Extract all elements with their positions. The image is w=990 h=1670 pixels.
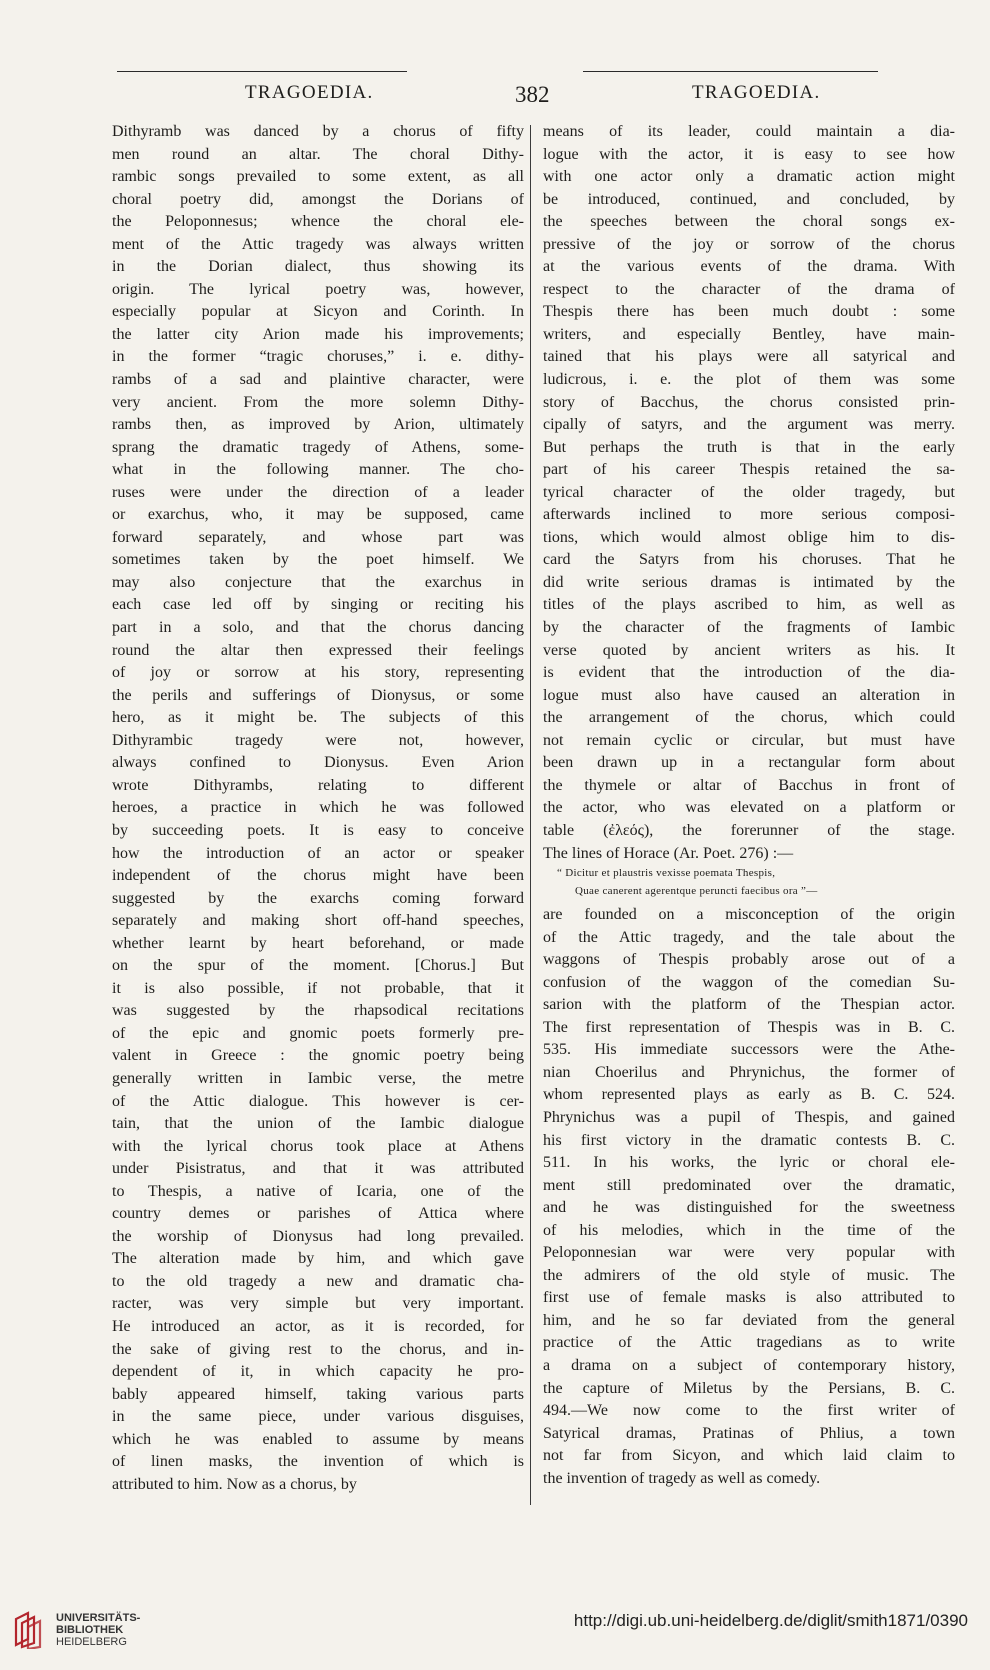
text-line: or exarchus, who, it may be supposed, came [112, 506, 524, 524]
text-line: ludicrous, i. e. the plot of them was some [543, 371, 955, 389]
text-line: very ancient. From the more solemn Dithy- [112, 393, 524, 411]
text-line: The alteration made by him, and which gave [112, 1250, 524, 1268]
left-column [112, 121, 524, 1496]
text-line: 535. His immediate successors were the Athe- [543, 1041, 955, 1059]
text-line: 511. In his works, the lyric or choral ele- [543, 1154, 955, 1172]
text-line: of the epic and gnomic poets formerly pre- [112, 1024, 524, 1042]
text-line: may also conjecture that the exarchus in [112, 573, 524, 591]
library-name-line1: UNIVERSITÄTS- [56, 1612, 141, 1624]
text-line: the worship of Dionysus had long prevailed. [112, 1227, 524, 1245]
text-line: been drawn up in a rectangular form about [543, 754, 955, 772]
text-line: Peloponnesian war were very popular with [543, 1244, 955, 1262]
text-line: not remain cyclic or circular, but must have [543, 731, 955, 749]
text-line: part in a solo, and that the chorus dancing [112, 619, 524, 637]
text-line: pressive of the joy or sorrow of the chorus [543, 235, 955, 253]
text-line: of linen masks, the invention of which is [112, 1453, 524, 1471]
text-line: nian Choerilus and Phrynichus, the former of [543, 1063, 955, 1081]
library-name-line3: HEIDELBERG [56, 1636, 127, 1648]
text-line: card the Satyrs from his choruses. That he [543, 551, 955, 569]
text-line: afterwards inclined to more serious composi- [543, 506, 955, 524]
text-line: under Pisistratus, and that it was attributed [112, 1160, 524, 1178]
text-line: He introduced an actor, as it is recorded, for [112, 1317, 524, 1335]
text-line: him, and he so far deviated from the general [543, 1311, 955, 1329]
text-line: rambic songs prevailed to some extent, as all [112, 168, 524, 186]
text-line: first use of female masks is also attributed to [543, 1289, 955, 1307]
text-line: a drama on a subject of contemporary history, [543, 1356, 955, 1374]
text-line: The lines of Horace (Ar. Poet. 276) :— [543, 844, 794, 862]
text-line: 494.—We now come to the first writer of [543, 1402, 955, 1420]
text-line: not far from Sicyon, and which laid claim to [543, 1447, 955, 1465]
text-line: dependent of it, in which capacity he pro- [112, 1363, 524, 1381]
text-line: tyrical character of the older tragedy, but [543, 483, 955, 501]
text-line: the actor, who was elevated on a platform or [543, 799, 955, 817]
text-line: ruses were under the direction of a leader [112, 483, 524, 501]
text-line: ment still predominated over the dramatic, [543, 1176, 955, 1194]
text-line: logue must also have caused an alteration in [543, 686, 955, 704]
text-line: to the old tragedy a new and dramatic cha- [112, 1272, 524, 1290]
text-line: the perils and sufferings of Dionysus, or some [112, 686, 524, 704]
right-column [543, 121, 955, 1490]
text-line: origin. The lyrical poetry was, however, [112, 280, 524, 298]
text-line: tained that his plays were all satyrical and [543, 348, 955, 366]
text-line: generally written in Iambic verse, the metre [112, 1069, 524, 1087]
text-line: is evident that the introduction of the dia- [543, 664, 955, 682]
text-line: separately and making short off-hand speeches, [112, 912, 524, 930]
text-line: the speeches between the choral songs ex- [543, 213, 955, 231]
text-line: confusion of the waggon of the comedian Su- [543, 973, 955, 991]
text-line: in the Dorian dialect, thus showing its [112, 258, 524, 276]
text-line: always confined to Dionysus. Even Arion [112, 754, 524, 772]
header-rule-left [117, 71, 407, 72]
text-line: Dithyrambic tragedy were not, however, [112, 731, 524, 749]
text-line: ment of the Attic tragedy was always written [112, 235, 524, 253]
footer-bar [0, 1595, 990, 1670]
running-header [105, 82, 955, 112]
text-line: by succeeding poets. It is easy to conceive [112, 821, 524, 839]
header-left-title: TRAGOEDIA. [245, 82, 374, 103]
text-line: which he was enabled to assume by means [112, 1430, 524, 1448]
header-right-title: TRAGOEDIA. [692, 82, 821, 103]
text-line: part of his career Thespis retained the sa- [543, 461, 955, 479]
text-line: racter, was very simple but very important. [112, 1295, 524, 1313]
text-line: the capture of Miletus by the Persians, B. C. [543, 1379, 955, 1397]
text-line: sometimes taken by the poet himself. We [112, 551, 524, 569]
text-line: the arrangement of the chorus, which could [543, 709, 955, 727]
text-line: the latter city Arion made his improvements; [112, 325, 524, 343]
text-line: choral poetry did, amongst the Dorians of [112, 190, 524, 208]
text-line: of the Attic tragedy, and the tale about the [543, 928, 955, 946]
text-line: wrote Dithyrambs, relating to different [112, 776, 524, 794]
quotation-line: “ Dicitur et plaustris vexisse poemata Thespis, [557, 867, 776, 880]
text-line: cipally of satyrs, and the argument was merry. [543, 416, 955, 434]
library-name [56, 1612, 140, 1648]
text-line: attributed to him. Now as a chorus, by [112, 1475, 357, 1493]
text-line: tain, that the union of the Iambic dialogue [112, 1115, 524, 1133]
text-line: be introduced, continued, and concluded, by [543, 190, 955, 208]
text-line: the invention of tragedy as well as comedy. [543, 1469, 821, 1487]
text-line: with one actor only a dramatic action might [543, 168, 955, 186]
text-line: the sake of giving rest to the chorus, and in- [112, 1340, 524, 1358]
header-rule-right [583, 71, 878, 72]
text-line: table (ἐλεός), the forerunner of the stage. [543, 821, 955, 839]
text-line: the thymele or altar of Bacchus in front of [543, 776, 955, 794]
text-line: each case led off by singing or reciting his [112, 596, 524, 614]
text-line: how the introduction of an actor or speaker [112, 844, 524, 862]
text-line: logue with the actor, it is easy to see how [543, 145, 955, 163]
text-line: But perhaps the truth is that in the early [543, 438, 955, 456]
text-line: country demes or parishes of Attica where [112, 1205, 524, 1223]
text-line: what in the following manner. The cho- [112, 461, 524, 479]
text-line: was suggested by the rhapsodical recitations [112, 1002, 524, 1020]
text-line: Thespis there has been much doubt : some [543, 303, 955, 321]
text-line: whether learnt by heart beforehand, or made [112, 934, 524, 952]
text-line: sarion with the platform of the Thespian actor. [543, 996, 955, 1014]
text-line: tions, which would almost oblige him to dis- [543, 528, 955, 546]
text-line: the admirers of the old style of music. The [543, 1266, 955, 1284]
text-line: independent of the chorus might have been [112, 867, 524, 885]
text-line: men round an altar. The choral Dithy- [112, 145, 524, 163]
library-logo-icon [12, 1609, 50, 1649]
text-line: practice of the Attic tragedians as to write [543, 1334, 955, 1352]
text-line: waggons of Thespis probably arose out of a [543, 951, 955, 969]
text-line: his first victory in the dramatic contests B. C. [543, 1131, 955, 1149]
text-line: did write serious dramas is intimated by the [543, 573, 955, 591]
text-line: The first representation of Thespis was in B. C. [543, 1018, 955, 1036]
text-line: valent in Greece : the gnomic poetry being [112, 1047, 524, 1065]
text-line: rambs of a sad and plaintive character, were [112, 371, 524, 389]
text-line: story of Bacchus, the chorus consisted prin- [543, 393, 955, 411]
text-line: and he was distinguished for the sweetness [543, 1199, 955, 1217]
text-line: round the altar then expressed their feelings [112, 641, 524, 659]
text-line: respect to the character of the drama of [543, 280, 955, 298]
page-number: 382 [515, 82, 550, 107]
text-line: Satyrical dramas, Pratinas of Phlius, a town [543, 1424, 955, 1442]
source-url-link[interactable]: http://digi.ub.uni-heidelberg.de/diglit/smith1871/0390 [573, 1611, 968, 1630]
text-line: especially popular at Sicyon and Corinth. In [112, 303, 524, 321]
text-line: of his melodies, which in the time of the [543, 1221, 955, 1239]
text-line: by the character of the fragments of Iambic [543, 619, 955, 637]
text-line: rambs then, as improved by Arion, ultimately [112, 416, 524, 434]
text-line: of the Attic dialogue. This however is cer- [112, 1092, 524, 1110]
text-line: bably appeared himself, taking various parts [112, 1385, 524, 1403]
quotation-line: Quae canerent agerentque peruncti faecibus ora ”— [575, 885, 818, 898]
text-line: with the lyrical chorus took place at Athens [112, 1137, 524, 1155]
text-line: forward separately, and whose part was [112, 528, 524, 546]
text-line: the Peloponnesus; whence the choral ele- [112, 213, 524, 231]
text-line: verse quoted by ancient writers as his. It [543, 641, 955, 659]
text-line: Phrynichus was a pupil of Thespis, and gained [543, 1108, 955, 1126]
text-line: of joy or sorrow at his story, representing [112, 664, 524, 682]
text-line: writers, and especially Bentley, have main- [543, 325, 955, 343]
text-line: to Thespis, a native of Icaria, one of the [112, 1182, 524, 1200]
text-line: heroes, a practice in which he was followed [112, 799, 524, 817]
library-name-line2: BIBLIOTHEK [56, 1624, 124, 1636]
text-line: hero, as it might be. The subjects of this [112, 709, 524, 727]
text-line: at the various events of the drama. With [543, 258, 955, 276]
text-line: suggested by the exarchs coming forward [112, 889, 524, 907]
text-line: in the same piece, under various disguises, [112, 1408, 524, 1426]
text-line: on the spur of the moment. [Chorus.] But [112, 957, 524, 975]
text-line: means of its leader, could maintain a dia- [543, 123, 955, 140]
text-line: sprang the dramatic tragedy of Athens, some- [112, 438, 524, 456]
text-line: titles of the plays ascribed to him, as well as [543, 596, 955, 614]
text-line: Dithyramb was danced by a chorus of fifty [112, 123, 524, 140]
text-line: whom represented plays as early as B. C. 524. [543, 1086, 955, 1104]
text-line: are founded on a misconception of the origin [543, 906, 955, 924]
column-separator [530, 125, 531, 1505]
text-line: in the former “tragic choruses,” i. e. dithy- [112, 348, 524, 366]
text-line: it is also possible, if not probable, that it [112, 979, 524, 997]
